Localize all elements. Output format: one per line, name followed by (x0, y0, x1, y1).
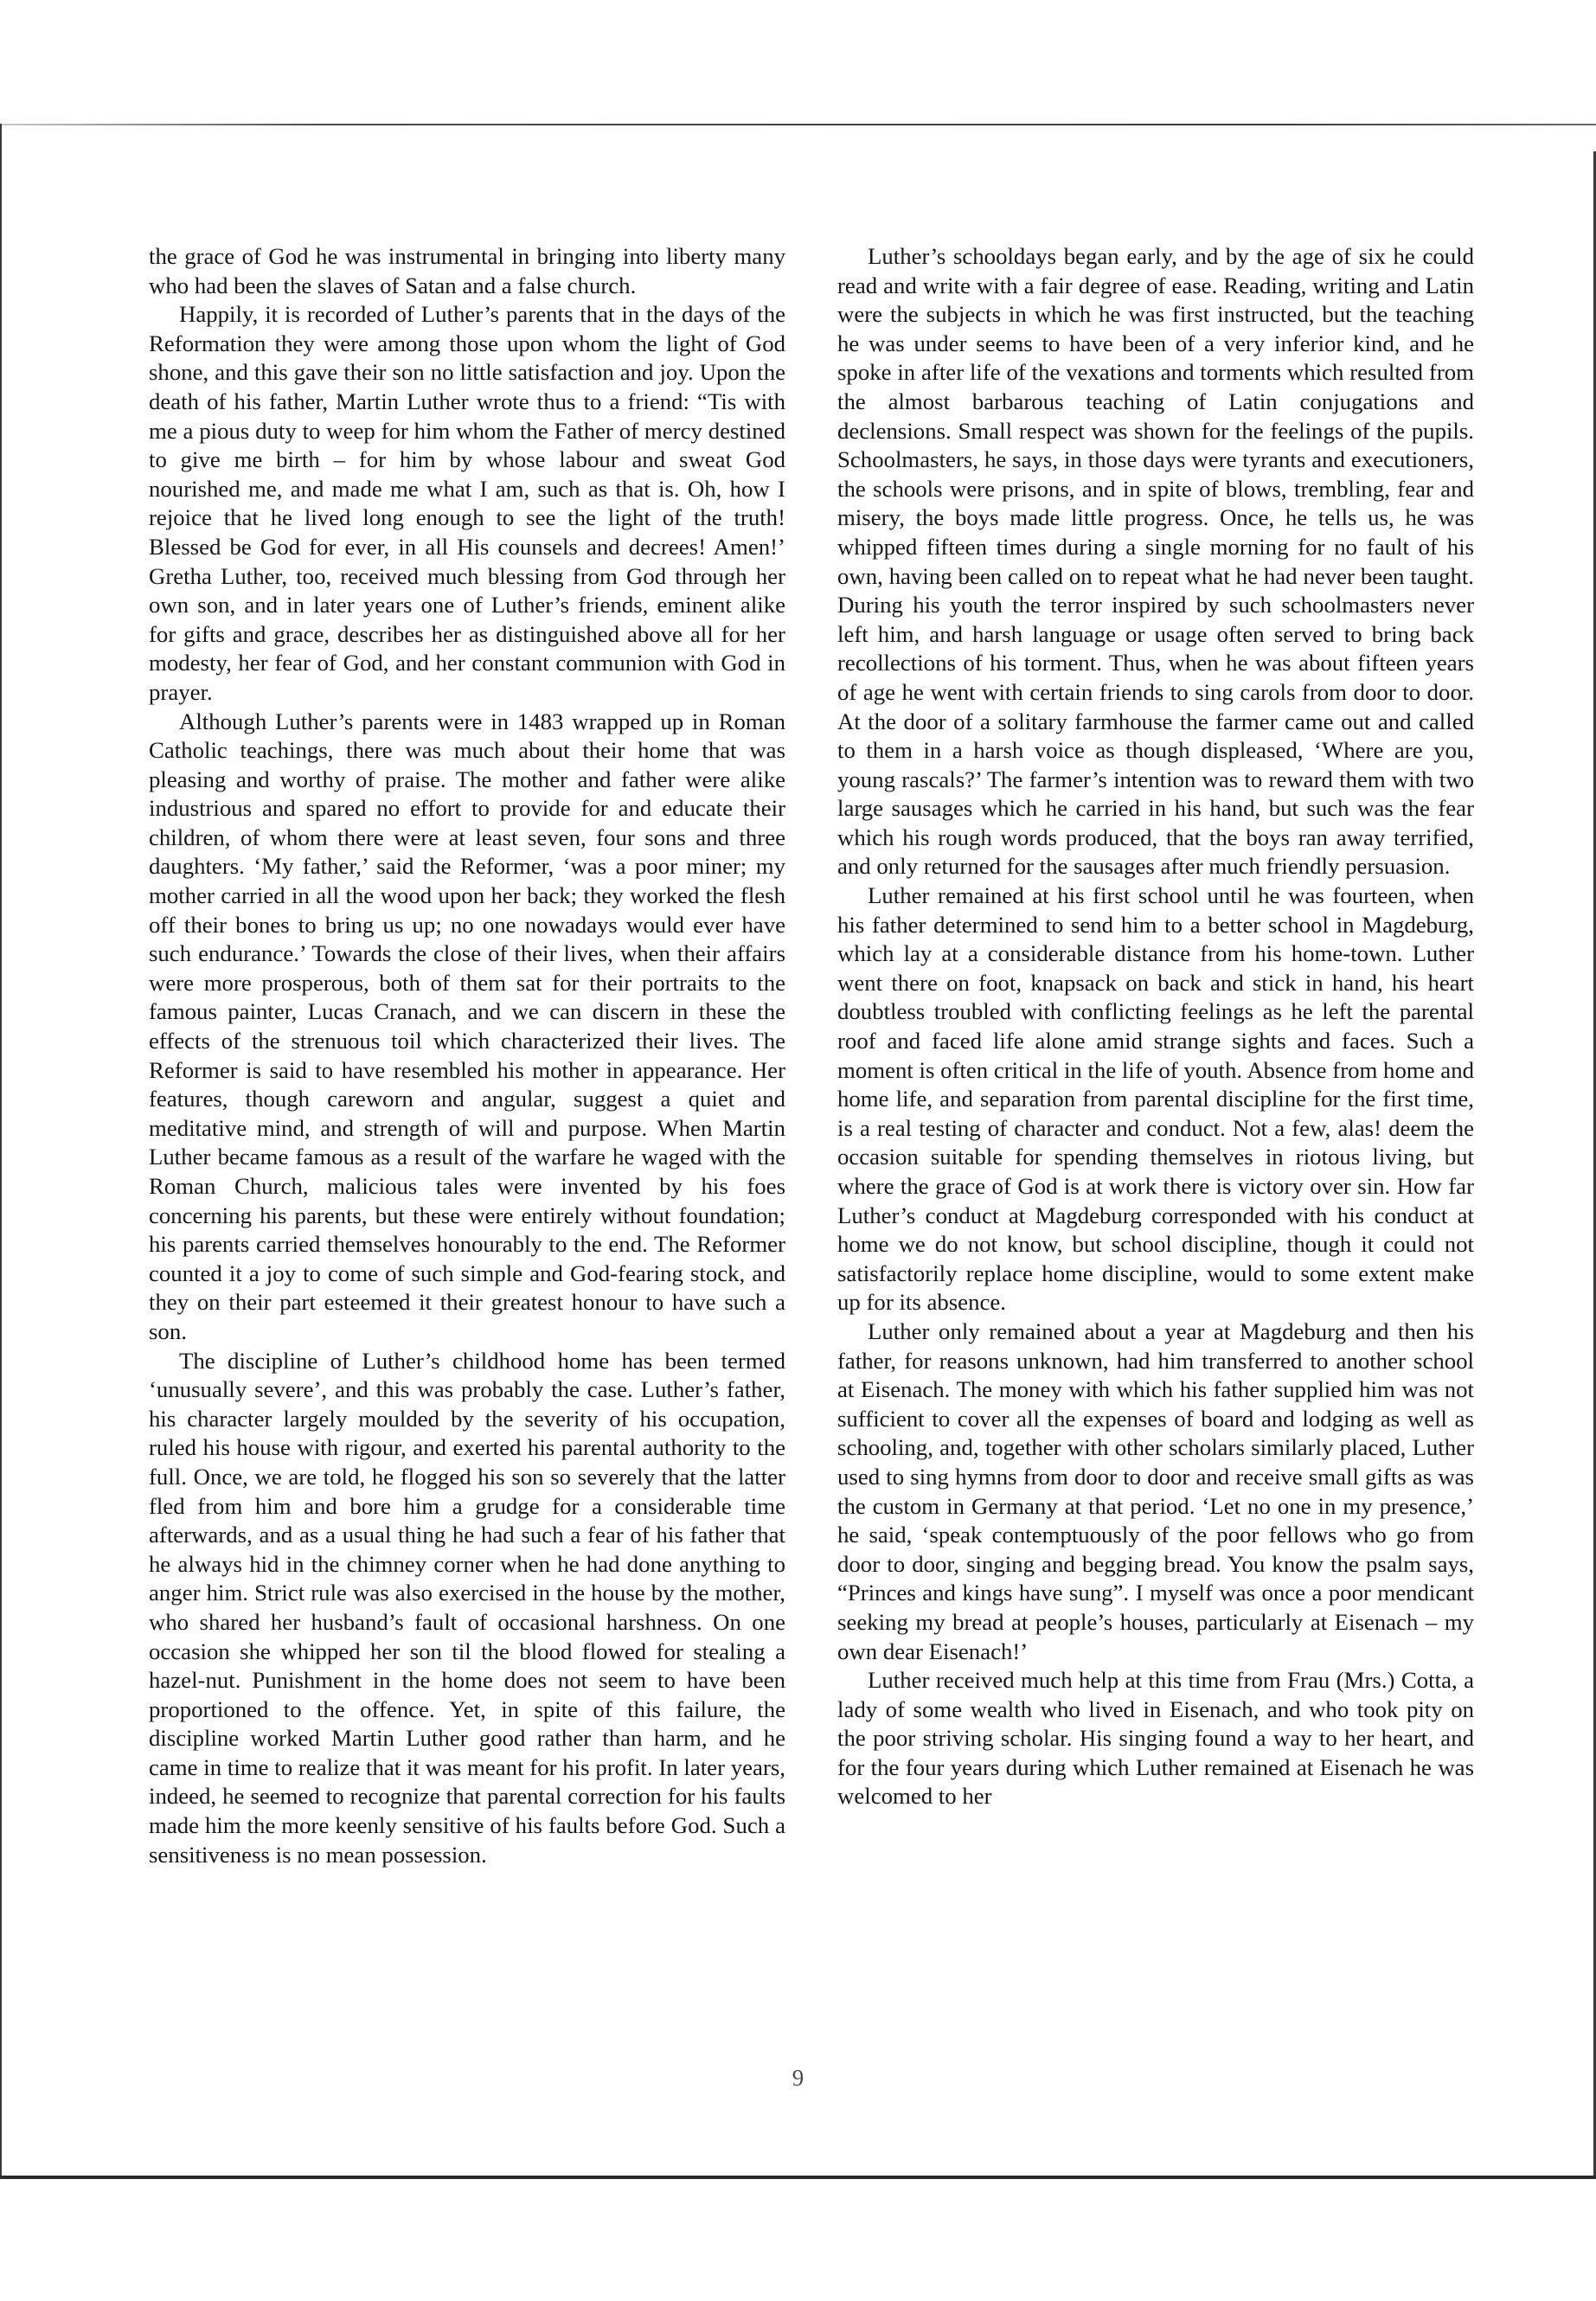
left-text-column (149, 242, 785, 2054)
right-text-column (837, 242, 1474, 2054)
page-number: 9 (792, 2065, 804, 2091)
left-border-line (0, 124, 2, 2177)
paragraph: the grace of God he was instrumental in bringing into liberty many who had been the slaves of Satan and a false church. (149, 243, 785, 298)
paragraph: Luther remained at his first school until he was fourteen, when his father determined to send him to a better school in Magdeburg, which lay at a considerable distance from his home-town. Luther went there on foot, knapsack on back and stick in hand, his heart doubtless troubled with conflicting feelings as he left the parental roof and faced life alone amid strange sights and faces. Such a moment is often critical in the life of youth. Absence from home and home life, and separation from parental discipline for the first time, is a real testing of character and conduct. Not a few, alas! deem the occasion suitable for spending themselves in riotous living, but where the grace of God is at work there is victory over sin. How far Luther’s conduct at Magdeburg corresponded with his conduct at home we do not know, but school discipline, though it could not satisfactorily replace home discipline, would to some extent make up for its absence. (837, 882, 1474, 1316)
bottom-border-line (0, 2176, 1596, 2179)
paragraph: Luther’s schooldays began early, and by the age of six he could read and write with a fair degree of ease. Reading, writing and Latin were the subjects in which he was first instructed, but the teaching he was under seems to have been of a very inferior kind, and he spoke in after life of the vexations and torments which resulted from the almost barbarous teaching of Latin conjugations and declensions. Small respect was shown for the feelings of the pupils. Schoolmasters, he says, in those days were tyrants and executioners, the schools were prisons, and in spite of blows, trembling, fear and misery, the boys made little progress. Once, he tells us, he was whipped fifteen times during a single morning for no fault of his own, having been called on to repeat what he had never been taught. During his youth the terror inspired by such schoolmasters never left him, and harsh language or usage often served to bring back recollections of his torment. Thus, when he was about fifteen years of age he went with certain friends to sing carols from door to door. At the door of a solitary farmhouse the farmer came out and called to them in a harsh voice as though displeased, ‘Where are you, young rascals?’ The farmer’s intention was to reward them with two large sausages which he carried in his hand, but such was the fear which his rough words produced, that the boys ran away terrified, and only returned for the sausages after much friendly persuasion. (837, 243, 1474, 880)
paragraph: Luther received much help at this time from Frau (Mrs.) Cotta, a lady of some wealth who lived in Eisenach, and who took pity on the poor striving scholar. His singing found a way to her heart, and for the four years during which Luther remained at Eisenach he was welcomed to her (837, 1667, 1474, 1810)
paragraph: Although Luther’s parents were in 1483 wrapped up in Roman Catholic teachings, there was much about their home that was pleasing and worthy of praise. The mother and father were alike industrious and spared no effort to provide for and educate their children, of whom there were at least seven, four sons and three daughters. ‘My father,’ said the Reformer, ‘was a poor miner; my mother carried in all the wood upon her back; they worked the flesh off their bones to bring us up; no one nowadays would ever have such endurance.’ Towards the close of their lives, when their affairs were more prosperous, both of them sat for their portraits to the famous painter, Lucas Cranach, and we can discern in these the effects of the strenuous toil which characterized their lives. The Reformer is said to have resembled his mother in appearance. Her features, though careworn and angular, suggest a quiet and meditative mind, and strength of will and purpose. When Martin Luther became famous as a result of the warfare he waged with the Roman Church, malicious tales were invented by his foes concerning his parents, but these were entirely without foundation; his parents carried themselves honourably to the end. The Reformer counted it a joy to come of such simple and God-fearing stock, and they on their part esteemed it their greatest honour to have such a son. (149, 708, 785, 1344)
paragraph: Luther only remained about a year at Magdeburg and then his father, for reasons unknown, had him transferred to another school at Eisenach. The money with which his father supplied him was not sufficient to cover all the expenses of board and lodging as well as schooling, and, together with other scholars similarly placed, Luther used to sing hymns from door to door and receive small gifts as was the custom in Germany at that period. ‘Let no one in my presence,’ he said, ‘speak contemptuously of the poor fellows who go from door to door, singing and begging bread. You know the psalm says, “Princes and kings have sung”. I myself was once a poor mendicant seeking my bread at people’s houses, particularly at Eisenach – my own dear Eisenach!’ (837, 1317, 1474, 1664)
paragraph: The discipline of Luther’s childhood home has been termed ‘unusually severe’, and this was probably the case. Luther’s father, his character largely moulded by the severity of his occupation, ruled his house with rigour, and exerted his parental authority to the full. Once, we are told, he flogged his son so severely that the latter fled from him and bore him a grudge for a considerable time afterwards, and as a usual thing he had such a fear of his father that he always hid in the chimney corner when he had done anything to anger him. Strict rule was also exercised in the house by the mother, who shared her husband’s fault of occasional harshness. On one occasion she whipped her son til the blood flowed for stealing a hazel-nut. Punishment in the home does not seem to have been proportioned to the offence. Yet, in spite of this failure, the discipline worked Martin Luther good rather than harm, and he came in time to realize that it was meant for his profit. In later years, indeed, he seemed to recognize that parental correction for his faults made him the more keenly sensitive of his faults before God. Such a sensitiveness is no mean possession. (149, 1347, 785, 1868)
top-border-line (0, 124, 1596, 125)
paragraph: Happily, it is recorded of Luther’s parents that in the days of the Reformation they were among those upon whom the light of God shone, and this gave their son no little satisfaction and joy. Upon the death of his father, Martin Luther wrote thus to a friend: “Tis with me a pious duty to weep for him whom the Father of mercy destined to give me birth – for him by whose labour and sweat God nourished me, and made me what I am, such as that is. Oh, how I rejoice that he lived long enough to see the light of the truth! Blessed be God for ever, in all His counsels and decrees! Amen!’ Gretha Luther, too, received much blessing from God through her own son, and in later years one of Luther’s friends, eminent alike for gifts and grace, describes her as distinguished above all for her modesty, her fear of God, and her constant communion with God in prayer. (149, 301, 785, 705)
